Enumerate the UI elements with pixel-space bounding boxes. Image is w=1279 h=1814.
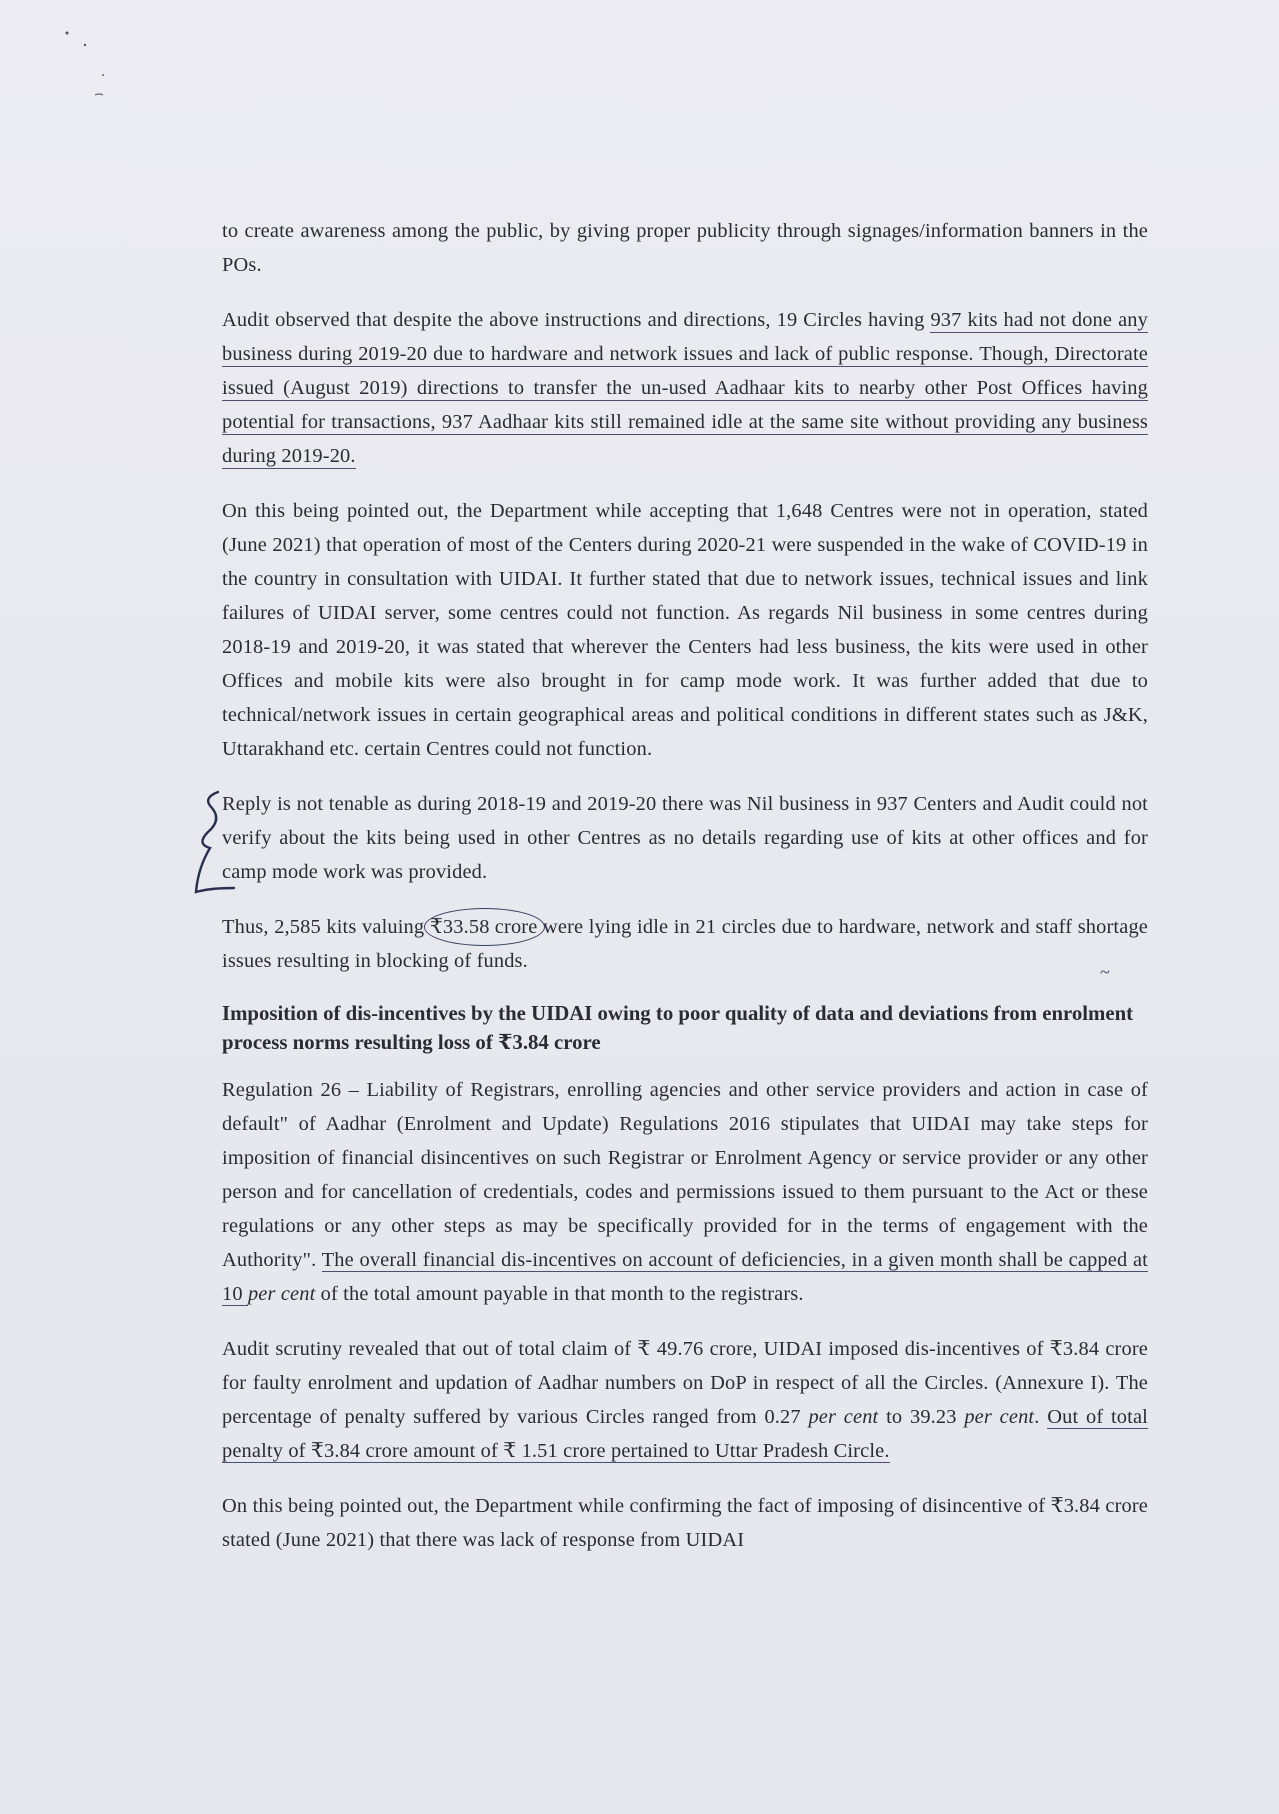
- pen-mark: ~: [1100, 962, 1110, 982]
- regulation-per-cent: per cent: [247, 1283, 316, 1305]
- regulation-cap-underlined: The overall financial dis-incentives on account of deficiencies, in a given month shall be capped at 10: [222, 1249, 1148, 1305]
- scan-specks: [55, 15, 135, 135]
- scrutiny-per-cent-1: per cent: [808, 1406, 879, 1428]
- paragraph-regulation: [222, 1073, 1148, 1311]
- circled-amount: ₹33.58 crore: [430, 910, 538, 944]
- scrutiny-underlined: Out of total penalty of ₹3.84 crore amount of ₹ 1.51 crore pertained to Uttar Pradesh Circle.: [222, 1406, 1148, 1462]
- scrutiny-part-2: to 39.23: [878, 1406, 965, 1428]
- paragraph-department-confirming: On this being pointed out, the Department while confirming the fact of imposing of disincentive of ₹3.84 crore stated (June 2021) that there was lack of response from UIDAI: [222, 1495, 1148, 1551]
- paragraph-audit-observed: [222, 303, 1148, 473]
- scrutiny-per-cent-2: per cent: [964, 1406, 1035, 1428]
- paragraph-reply-not-tenable: Reply is not tenable as during 2018-19 and 2019-20 there was Nil business in 937 Centers and Audit could not verify about the kits being used in other Centres as no details regarding use of kits at other offices and for camp mode work was provided.: [222, 793, 1148, 883]
- audit-observed-part-1: Audit observed that despite the above instructions and directions, 19 Circles having: [222, 309, 931, 331]
- paragraph-kits-idle: [222, 910, 1148, 978]
- paragraph-department-reply: On this being pointed out, the Department while accepting that 1,648 Centres were not in operation, stated (June 2021) that operation of most of the Centers during 2020-21 were suspended in the wake of COVID-19 in the country in consultation with UIDAI. It further stated that due to network issues, technical issues and link failures of UIDAI server, some centres could not function. As regards Nil business in some centres during 2018-19 and 2019-20, it was stated that wherever the Centers had less business, the kits were used in other Offices and mobile kits were also brought in for camp mode work. It was further added that due to technical/network issues in certain geographical areas and political conditions in different states such as J&K, Uttarakhand etc. certain Centres could not function.: [222, 500, 1148, 760]
- text-column: [222, 214, 1148, 1578]
- scrutiny-part-1: Audit scrutiny revealed that out of total claim of ₹ 49.76 crore, UIDAI imposed dis-incentives of ₹3.84 crore for faulty enrolment and updation of Aadhar numbers on DoP in respect of all the Circles. (Annexure I). The percentage of penalty suffered by various Circles ranged from 0.27: [222, 1338, 1148, 1428]
- paragraph-intro: to create awareness among the public, by giving proper publicity through signages/information banners in the POs.: [222, 220, 1148, 276]
- scrutiny-part-3: .: [1034, 1406, 1048, 1428]
- regulation-text: Regulation 26 – Liability of Registrars, enrolling agencies and other service providers and action in case of default" of Aadhar (Enrolment and Update) Regulations 2016 stipulates that UIDAI may take steps for imposition of financial disincentives on such Registrar or Enrolment Agency or service provider or any other person and for cancellation of credentials, codes and permissions issued to them pursuant to the Act or these regulations or any other steps as may be specifically provided for in the terms of engagement with the Authority".: [222, 1079, 1148, 1271]
- handwritten-bracket: [188, 788, 238, 908]
- kits-idle-part-2: were lying idle in 21 circles due to hardware, network and staff shortage issues resulting in blocking of funds.: [222, 916, 1148, 972]
- audit-observed-part-2: had not done any business during 2019-20 due to: [222, 309, 1148, 365]
- audit-observed-highlight: hardware and network issues and lack of public response.: [490, 343, 974, 365]
- audit-observed-underline-kits: 937 kits: [930, 309, 998, 331]
- section-heading: Imposition of dis-incentives by the UIDAI owing to poor quality of data and deviations from enrolment process norms resulting loss of ₹3.84 crore: [222, 1002, 1134, 1054]
- audit-observed-part-3: Though, Directorate issued (August 2019) directions to transfer the un-used Aadhaar kits to nearby other Post Offices having potential for transactions, 937 Aadhaar kits still remained idle at the same site without providing any business during 2019-20.: [222, 343, 1148, 467]
- paragraph-audit-scrutiny: [222, 1332, 1148, 1468]
- kits-idle-part-1: Thus, 2,585 kits valuing: [222, 916, 430, 938]
- regulation-tail: of the total amount payable in that month to the registrars.: [315, 1283, 804, 1305]
